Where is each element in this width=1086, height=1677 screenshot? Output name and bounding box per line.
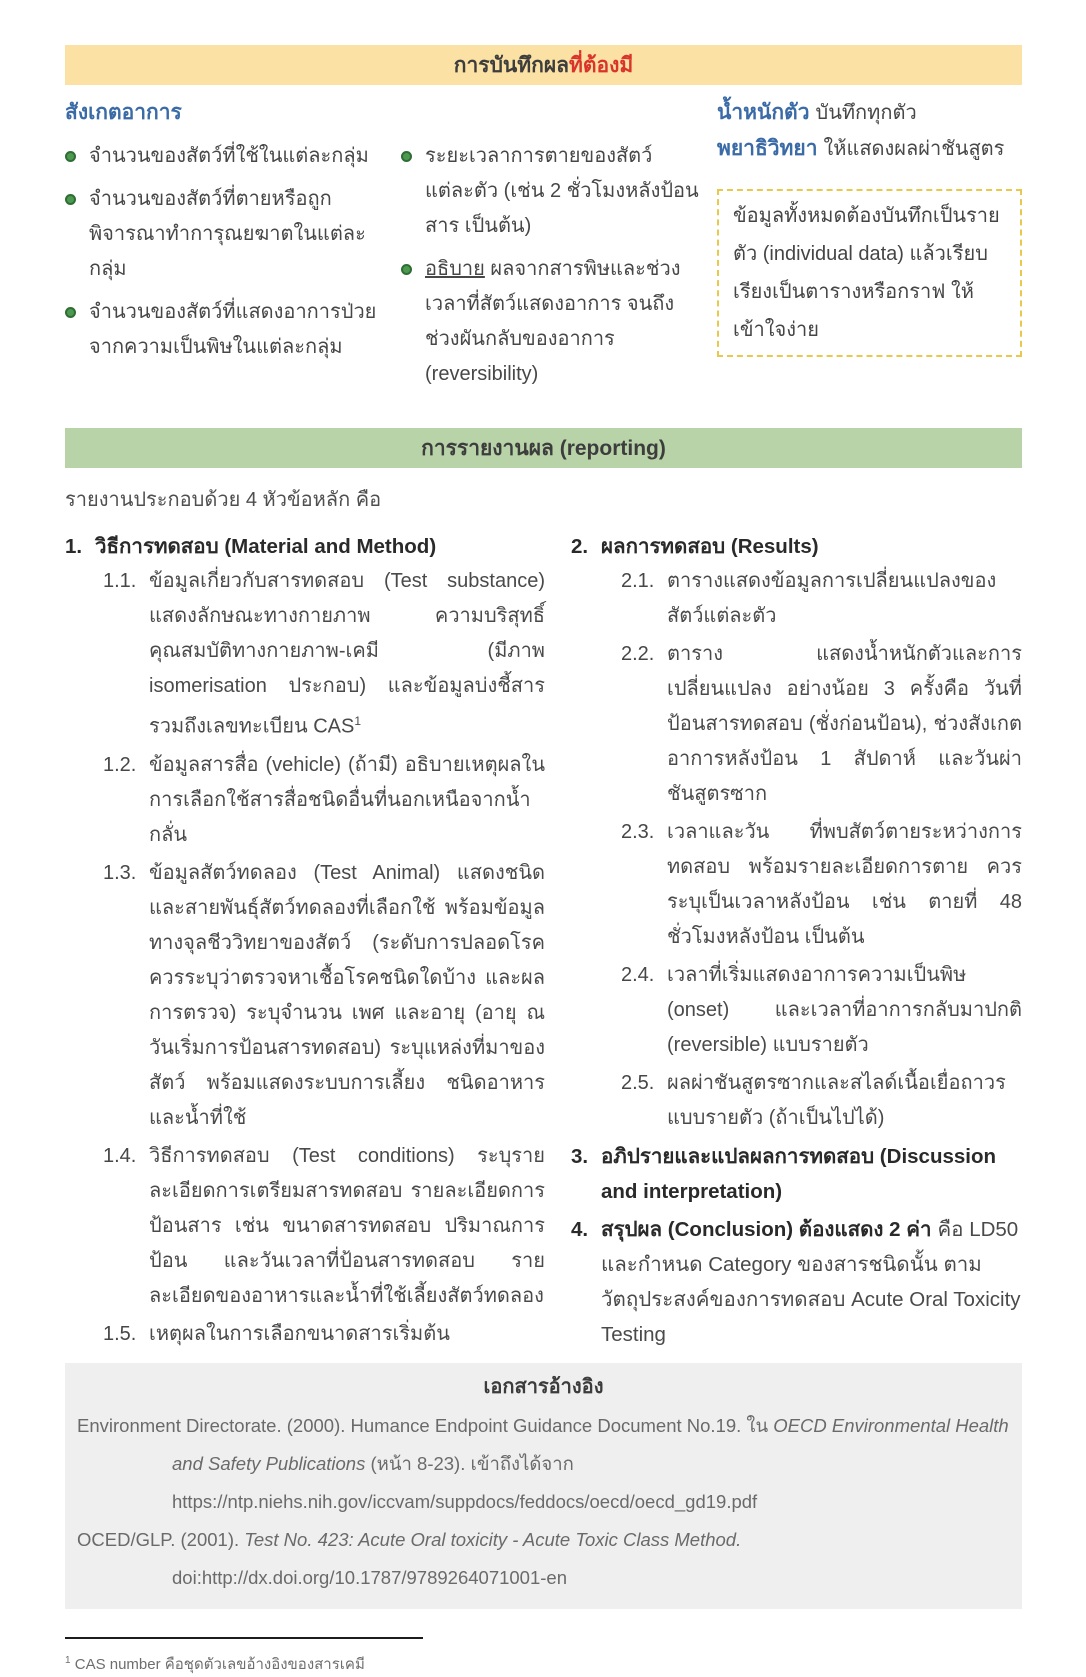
item-text: เหตุผลในการเลือกขนาดสารเริ่มต้น [149,1322,450,1345]
list-item [103,564,545,745]
observe-list [65,139,385,365]
item-number: 1.4. [103,1144,137,1167]
method-title: วิธีการทดสอบ (Material and Method) [95,535,437,558]
bullet-text [425,252,701,392]
list-item [401,252,701,392]
results-items [621,564,1022,1136]
results-column [571,526,1022,1355]
list-item [401,139,701,244]
list-item [103,1139,545,1314]
bullet-icon [65,194,76,205]
observe-list-2 [401,139,701,392]
references-section [65,1363,1022,1609]
body-weight-text: บันทึกทุกตัว [815,102,917,124]
references-heading: เอกสารอ้างอิง [483,1375,604,1398]
item-text: ข้อมูลสัตว์ทดลอง (Test Animal) แสดงชนิดและสายพันธุ์สัตว์ทดลองที่เลือกใช้ พร้อมข้อมูลทางจุลชีววิทยาของสัตว์ (ระดับการปลอดโรค ควรระบุว่าตรวจหาเชื้อโรคชนิดใดบ้าง และผลการตรวจ) ระบุจำนวน เพศ และอายุ (อายุ ณ วันเริ่มการป้อนสารทดสอบ) ระบุแหล่งที่มาของสัตว์ พร้อมแสดงระบบการเลี้ยง ชนิดอาหารและน้ำที่ใช้ [149,861,545,1129]
conclusion-number: 4. [571,1218,589,1241]
conclusion-title-bold: สรุปผล (Conclusion) ต้องแสดง 2 ค่า [601,1218,932,1241]
reference-title-italic: OECD Environmental Health and Safety Publications [172,1414,1009,1474]
method-items [103,564,545,1352]
item-number: 1.5. [103,1322,137,1345]
footnote-divider [65,1637,423,1639]
item-text [149,564,545,745]
reporting-section-title: การรายงานผล (reporting) [421,436,666,460]
footnote-number: 1 [65,1654,71,1666]
bullet-text: จำนวนของสัตว์ที่แสดงอาการป่วยจากความเป็นพิษในแต่ละกลุ่ม [89,301,377,358]
observation-column-2 [401,95,701,400]
method-column [65,526,545,1355]
footnote-text [65,1649,1022,1677]
reference-text: Environment Directorate. (2000). Humance Endpoint Guidance Document No.19. ใน [77,1414,774,1436]
underlined-word: อธิบาย [425,258,485,280]
item-text: เวลาและวัน ที่พบสัตว์ตายระหว่างการทดสอบ พร้อมรายละเอียดการตาย ควรระบุเป็นเวลาหลังป้อน เช่น ตายที่ 48 ชั่วโมงหลังป้อน เป็นต้น [667,821,1022,948]
body-weight-label: น้ำหนักตัว [717,101,810,124]
reference-entry [77,1407,1010,1521]
reference-text: OCED/GLP. (2001). [77,1528,245,1550]
body-weight-line [717,95,1022,131]
conclusion-title [601,1212,1022,1352]
bullet-text: จำนวนของสัตว์ที่ใช้ในแต่ละกลุ่ม [89,145,369,167]
item-number: 1.2. [103,753,137,776]
item-text: วิธีการทดสอบ (Test conditions) ระบุรายละเอียดการเตรียมสารทดสอบ รายละเอียดการป้อนสาร เช่น ขนาดสารทดสอบ ปริมาณการป้อน และวันเวลาที่ป้อนสารทดสอบ รายละเอียดของอาหารและน้ำที่ใช้เลี้ยงสัตว์ทดลอง [149,1144,545,1307]
list-item [103,748,545,853]
results-title: ผลการทดสอบ (Results) [601,535,819,558]
reporting-columns [65,526,1022,1355]
weight-pathology-column [717,95,1022,400]
item-number: 2.2. [621,643,655,665]
item-text: ผลผ่าชันสูตรซากและสไลด์เนื้อเยื่อถาวร แบบรายตัว (ถ้าเป็นไปได้) [667,1072,1006,1129]
item-number: 2.3. [621,821,655,843]
method-heading [65,529,545,564]
individual-data-note-box: ข้อมูลทั้งหมดต้องบันทึกเป็นรายตัว (individual data) แล้วเรียบเรียงเป็นตารางหรือกราฟ ให้เข้าใจง่าย [717,189,1022,357]
bullet-text: จำนวนของสัตว์ที่ตายหรือถูกพิจารณาทำการุณยฆาตในแต่ละกลุ่ม [89,188,366,280]
bullet-icon [401,151,412,162]
record-title-highlight: ที่ต้องมี [569,53,634,77]
reference-text: (หน้า 8-23). เข้าถึงได้จาก https://ntp.niehs.nih.gov/iccvam/suppdocs/feddocs/oecd/oecd_gd19.pdf [172,1452,758,1512]
method-number: 1. [65,535,83,558]
item-text-body: ข้อมูลเกี่ยวกับสารทดสอบ (Test substance) แสดงลักษณะทางกายภาพ ความบริสุทธิ์ คุณสมบัติทางกายภาพ-เคมี (มีภาพ isomerisation ประกอบ) และข้อมูลบ่งชี้สาร รวมถึงเลขทะเบียน CAS [149,570,545,738]
reference-entry [77,1521,1010,1559]
item-number: 2.4. [621,964,655,986]
list-item [621,958,1022,1063]
list-item [621,815,1022,955]
discussion-heading [571,1139,1022,1209]
list-item [65,182,385,287]
reporting-intro: รายงานประกอบด้วย 4 หัวข้อหลัก คือ [65,489,382,511]
list-item [65,295,385,365]
footnote-body: CAS number คือชุดตัวเลขอ้างอิงของสารเคมี [70,1655,365,1673]
reference-doi: doi:http://dx.doi.org/10.1787/9789264071001-en [172,1566,567,1588]
bullet-icon [65,307,76,318]
conclusion-heading [571,1212,1022,1352]
list-item [621,637,1022,812]
pathology-line [717,131,1022,167]
item-text: เวลาที่เริ่มแสดงอาการความเป็นพิษ (onset) และเวลาที่อาการกลับมาปกติ (reversible) แบบรายตัว [667,964,1022,1056]
bullet-text: ระยะเวลาการตายของสัตว์แต่ละตัว (เช่น 2 ชั่วโมงหลังป้อนสาร เป็นต้น) [425,145,699,237]
results-heading [571,529,1022,564]
bullet-icon [65,151,76,162]
item-text: ข้อมูลสารสื่อ (vehicle) (ถ้ามี) อธิบายเหตุผลในการเลือกใช้สารสื่อชนิดอื่นที่นอกเหนือจากน้ำกลั่น [149,753,545,846]
list-item [103,1317,545,1352]
record-section-header-bar [65,45,1022,85]
discussion-number: 3. [571,1145,589,1168]
discussion-title: อภิปรายและแปลผลการทดสอบ (Discussion and interpretation) [601,1145,997,1203]
reporting-section-header-bar [65,428,1022,468]
pathology-label: พยาธิวิทยา [717,137,818,160]
item-text: ตาราง แสดงน้ำหนักตัวและการเปลี่ยนแปลง อย่างน้อย 3 ครั้งคือ วันที่ป้อนสารทดสอบ (ชั่งก่อนป้อน), ช่วงสังเกตอาการหลังป้อน 1 สัปดาห์ และวันผ่าชันสูตรซาก [667,643,1022,805]
item-number: 2.5. [621,1072,655,1094]
footnote-ref: 1 [354,714,362,728]
item-number: 2.1. [621,570,655,592]
observation-column-1 [65,95,385,400]
conclusion-title-rest: คือ LD50 และกำหนด Category ของสารชนิดนั้น ตามวัตถุประสงค์ของการทดสอบ Acute Oral Toxicity Testing [601,1218,1021,1346]
record-section-columns [65,95,1022,400]
reference-title-italic: Test No. 423: Acute Oral toxicity - Acute Toxic Class Method. [244,1528,742,1550]
list-item [65,139,385,174]
observe-heading: สังเกตอาการ [65,101,182,124]
list-item [621,1066,1022,1136]
footnote-area [65,1637,1022,1677]
item-text: ตารางแสดงข้อมูลการเปลี่ยนแปลงของสัตว์แต่ละตัว [667,570,997,627]
record-title-main: การบันทึกผล [453,53,569,77]
list-item [621,564,1022,634]
bullet-icon [401,264,412,275]
item-number: 1.3. [103,861,137,884]
results-number: 2. [571,535,589,558]
pathology-text: ให้แสดงผลผ่าชันสูตร [823,138,1005,160]
item-number: 1.1. [103,570,137,592]
list-item [103,856,545,1136]
bullet-text-rest: ผลจากสารพิษและช่วงเวลาที่สัตว์แสดงอาการ จนถึงช่วงผันกลับของอาการ (reversibility) [425,258,681,385]
record-section-title [454,49,633,82]
